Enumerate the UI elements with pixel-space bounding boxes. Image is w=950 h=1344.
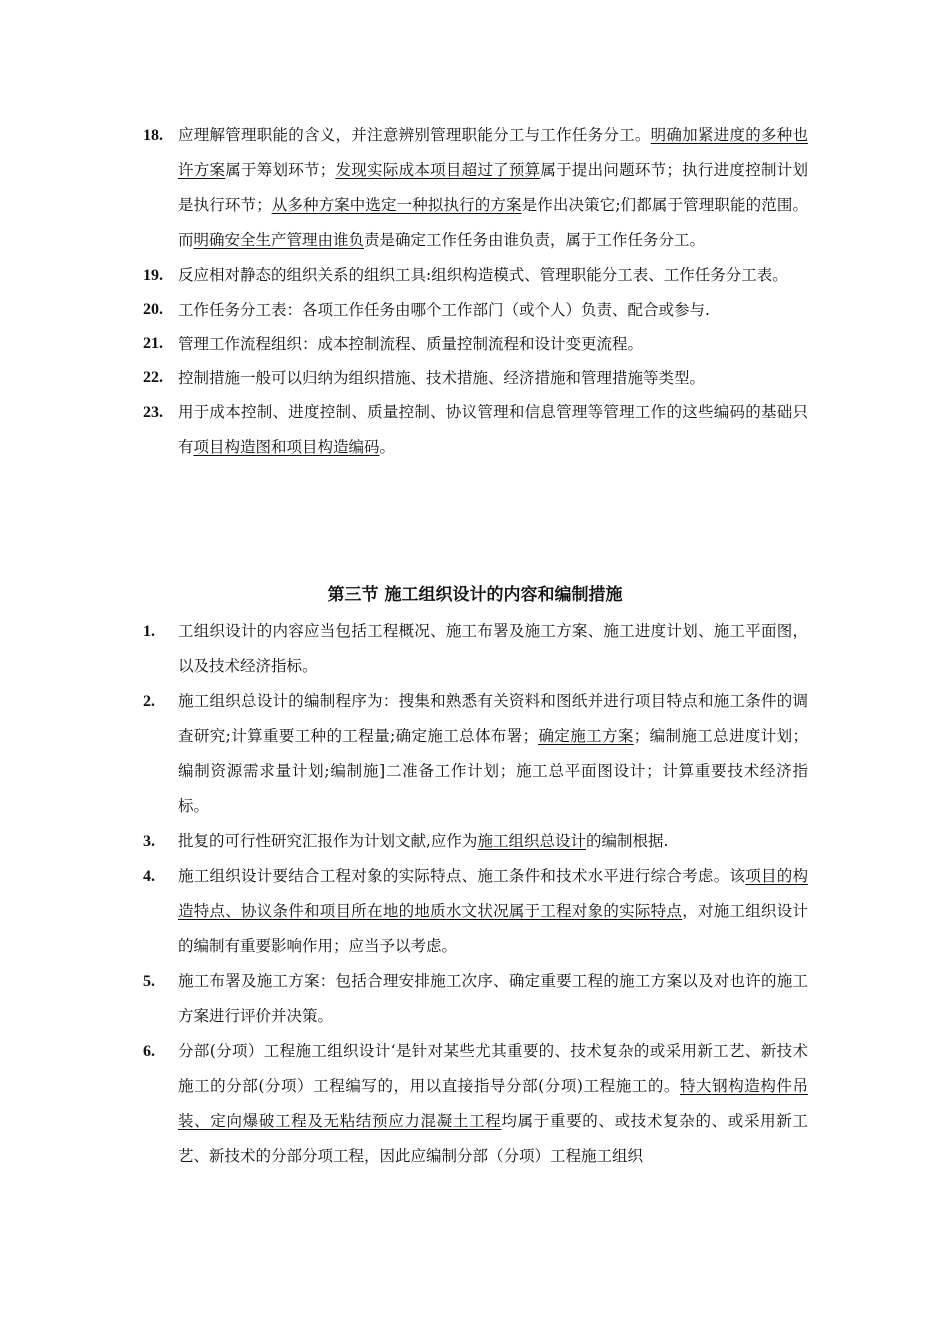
- item-text: 管理工作流程组织：成本控制流程、质量控制流程和设计变更流程。: [178, 335, 644, 353]
- list-item: [143, 1034, 808, 1174]
- item-text: 工作任务分工表：各项工作任务由哪个工作部门（或个人）负责、配合或参与.: [178, 301, 710, 319]
- item-text: 控制措施一般可以归纳为组织措施、技术措施、经济措施和管理措施等类型。: [178, 369, 706, 387]
- item-text: 施工组织总设计的编制程序为：搜集和熟悉有关资料和图纸并进行项目特点和施工条件的调查研究;计算重要工种的工程量;确定施工总体布署；: [178, 692, 808, 745]
- item-number: 1.: [143, 623, 155, 640]
- underlined-text: 明确加紧进度的多种也许方案: [178, 126, 808, 179]
- underlined-text: 发现实际成本项目超过了预算: [335, 161, 541, 179]
- item-number: 21.: [143, 335, 163, 352]
- item-number: 6.: [143, 1043, 155, 1060]
- item-text: 均属于重要的、或技术复杂的、或采用新工艺、新技术的分部分项工程，因此应编制分部（分项）工程施工组织: [178, 1112, 808, 1165]
- item-number: 2.: [143, 693, 155, 710]
- item-text: ，对施工组织设计的编制有重要影响作用；应当予以考虑。: [178, 902, 808, 955]
- section-heading: 第三节 施工组织设计的内容和编制措施: [327, 585, 623, 605]
- numbered-list-section-3: [143, 614, 808, 1174]
- item-text: 分部(分项）工程施工组织设计‘是针对某些尤其重要的、技术复杂的或采用新工艺、新技术施工的分部(分项）工程编写的，用以直接指导分部(分项)工程施工的。: [178, 1042, 808, 1095]
- item-number: 5.: [143, 973, 155, 990]
- item-number: 19.: [143, 267, 163, 284]
- item-number: 3.: [143, 833, 155, 850]
- underlined-text: 施工组织总设计: [477, 832, 586, 850]
- list-item: [143, 859, 808, 964]
- list-item: [143, 258, 808, 293]
- item-text: 反应相对静态的组织关系的组织工具:组织构造模式、管理职能分工表、工作任务分工表。: [178, 266, 788, 284]
- item-text: 批复的可行性研究汇报作为计划文献,应作为: [178, 832, 478, 850]
- item-text: 应理解管理职能的含义，并注意辨别管理职能分工与工作任务分工。: [178, 126, 651, 144]
- underlined-text: 确定施工方案: [538, 727, 634, 745]
- item-number: 22.: [143, 369, 163, 386]
- list-item: [143, 824, 808, 859]
- underlined-text: 明确安全生产管理由谁负: [193, 231, 365, 249]
- item-text: 是作出决策它;们都属于管理职能的范围。而: [178, 196, 808, 249]
- item-text: 施工组织设计要结合工程对象的实际特点、施工条件和技术水平进行综合考虑。该: [178, 867, 746, 885]
- item-number: 18.: [143, 127, 163, 144]
- list-item: [143, 361, 808, 395]
- list-item: [143, 614, 808, 684]
- list-item: [143, 327, 808, 361]
- item-text: 责是确定工作任务由谁负责，属于工作任务分工。: [364, 231, 706, 249]
- item-text: 工组织设计的内容应当包括工程概况、施工布署及施工方案、施工进度计划、施工平面图，以及技术经济指标。: [178, 622, 808, 675]
- item-number: 4.: [143, 868, 155, 885]
- item-number: 23.: [143, 404, 163, 421]
- item-text: 属于提出问题环节；执行进度控制计划是执行环节；: [178, 161, 808, 214]
- item-text: 的编制根据.: [585, 832, 669, 850]
- item-text: ；编制施工总进度计划；编制资源需求量计划;编制施]二准备工作计划；施工总平面图设计；计算重要技术经济指标。: [178, 727, 808, 815]
- item-text: 。: [379, 438, 396, 456]
- list-item: [143, 395, 808, 465]
- list-item: [143, 684, 808, 824]
- item-text: 属于筹划环节；: [225, 161, 336, 179]
- list-item: [143, 118, 808, 258]
- underlined-text: 从多种方案中选定一种拟执行的方案: [271, 196, 522, 214]
- item-text: 用于成本控制、进度控制、质量控制、协议管理和信息管理等管理工作的这些编码的基础只有: [178, 403, 808, 456]
- underlined-text: 项目构造图和项目构造编码: [193, 438, 380, 456]
- underlined-text: 项目的构造特点、协议条件和项目所在地的地质水文状况属于工程对象的实际特点: [178, 867, 808, 920]
- item-text: 施工布署及施工方案：包括合理安排施工次序、确定重要工程的施工方案以及对也许的施工方案进行评价并决策。: [178, 972, 808, 1025]
- underlined-text: 特大钢构造构件吊装、定向爆破工程及无粘结预应力混凝土工程: [178, 1077, 808, 1130]
- numbered-list-section-2: [143, 118, 808, 465]
- list-item: [143, 293, 808, 327]
- list-item: [143, 964, 808, 1034]
- item-number: 20.: [143, 301, 163, 318]
